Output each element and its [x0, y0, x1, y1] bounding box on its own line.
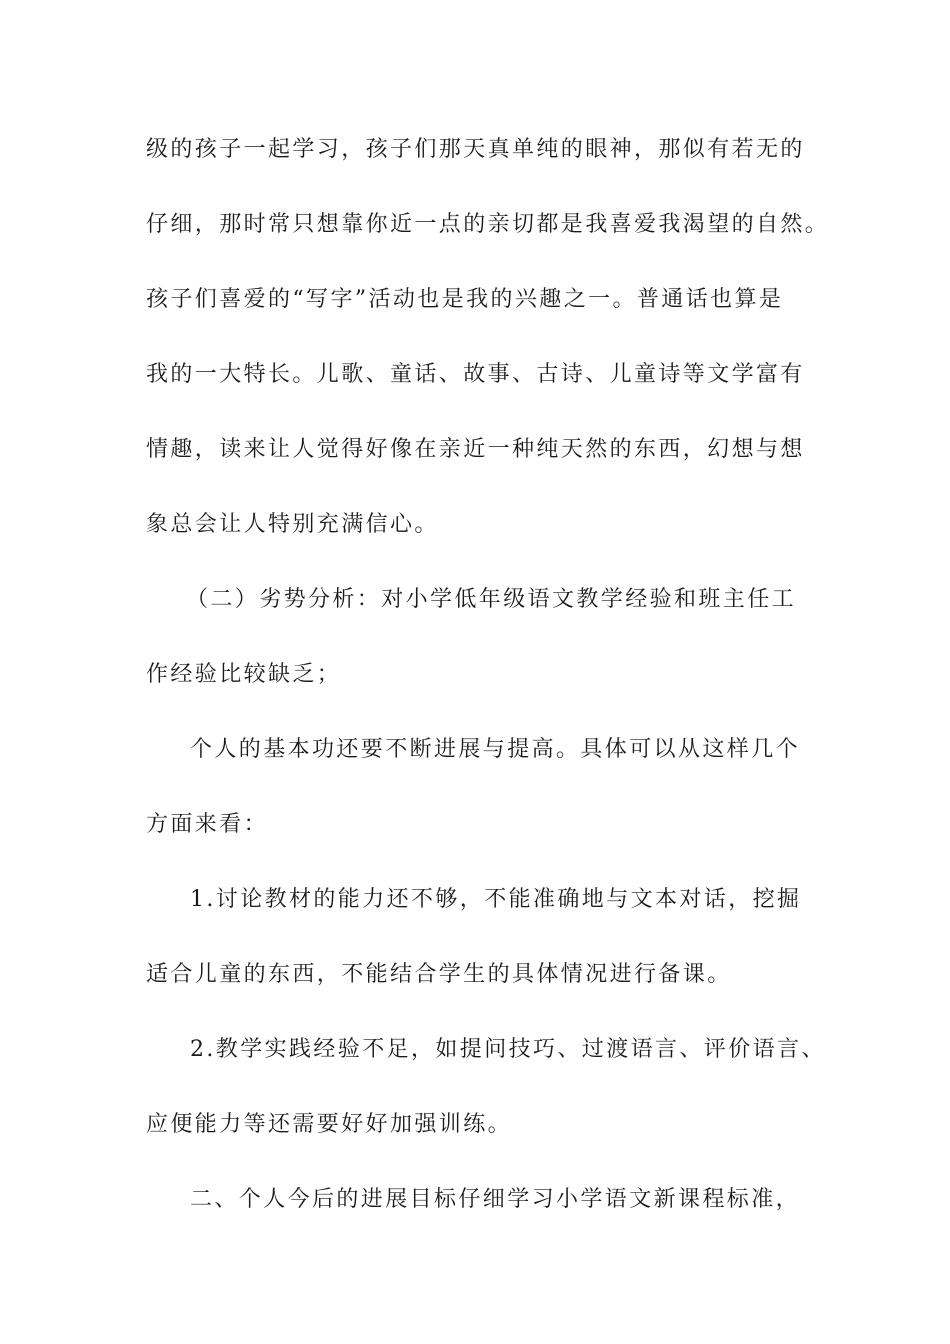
text-line: 适合儿童的东西，不能结合学生的具体情况进行备课。 [146, 962, 732, 987]
text-line: 级的孩子一起学习，孩子们那天真单纯的眼神，那似有若无的 [146, 137, 805, 162]
text-line: 象总会让人特别充满信心。 [146, 512, 439, 537]
text-line: 我的一大特长。儿歌、童话、故事、古诗、儿童诗等文学富有 [146, 362, 805, 387]
text-line: 应便能力等还需要好好加强训练。 [146, 1112, 513, 1137]
text-line: （二）劣势分析：对小学低年级语文教学经验和班主任工 [186, 587, 797, 612]
text-line: 仔细，那时常只想靠你近一点的亲切都是我喜爱我渴望的自然。 [146, 212, 830, 237]
text-line: 个人的基本功还要不断进展与提高。具体可以从这样几个 [190, 737, 801, 762]
text-line: 2.教学实践经验不足，如提问技巧、过渡语言、评价语言、 [190, 1037, 826, 1062]
text-line: 1.讨论教材的能力还不够，不能准确地与文本对话，挖掘 [190, 887, 802, 912]
text-line: 孩子们喜爱的“写字”活动也是我的兴趣之一。普通话也算是 [146, 287, 784, 312]
text-line: 作经验比较缺乏； [146, 662, 342, 687]
text-line: 方面来看： [146, 812, 269, 837]
text-line: 二、个人今后的进展目标仔细学习小学语文新课程标准， [190, 1187, 801, 1212]
text-line: 情趣，读来让人觉得好像在亲近一种纯天然的东西，幻想与想 [146, 437, 805, 462]
